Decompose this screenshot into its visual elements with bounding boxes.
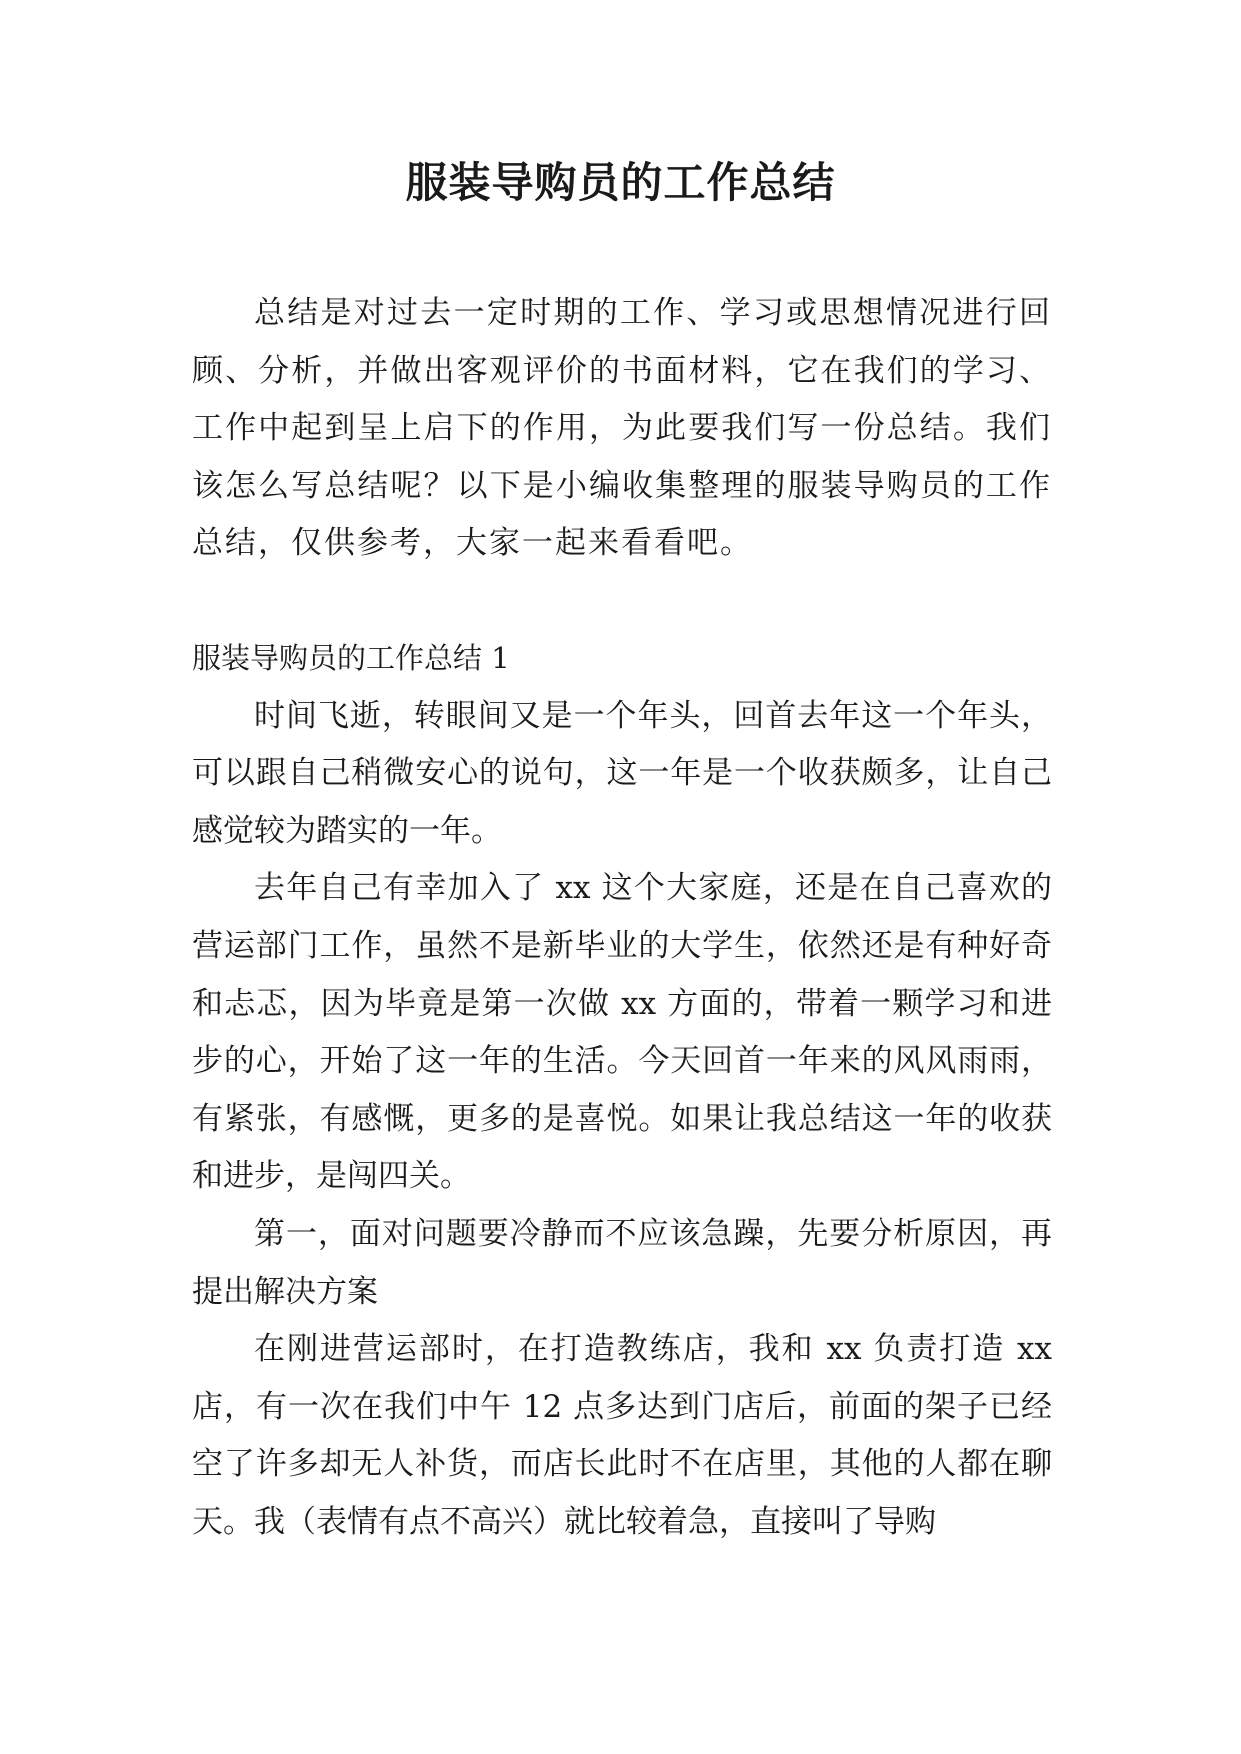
body-paragraph: 去年自己有幸加入了 xx 这个大家庭，还是在自己喜欢的营运部门工作，虽然不是新毕业的大学生，依然还是有种好奇和忐忑，因为毕竟是第一次做 xx 方面的，带着一颗学习和进步的心，开始了这一年的生活。今天回首一年来的风风雨雨，有紧张，有感慨，更多的是喜悦。如果让我总结这一年的收获和进步，是闯四关。 — [192, 870, 1052, 1195]
document-title: 服装导购员的工作总结 — [405, 158, 836, 207]
body-paragraph: 在刚进营运部时，在打造教练店，我和 xx 负责打造 xx 店，有一次在我们中午 12 点多达到门店后，前面的架子已经空了许多却无人补货，而店长此时不在店里，其他的人都在聊天。我（表情有点不高兴）就比较着急，直接叫了导购 — [192, 1331, 1052, 1540]
body-paragraph: 时间飞逝，转眼间又是一个年头，回首去年这一个年头，可以跟自己稍微安心的说句，这一年是一个收获颇多，让自己感觉较为踏实的一年。 — [192, 697, 1052, 849]
body-paragraph: 第一，面对问题要冷静而不应该急躁，先要分析原因，再提出解决方案 — [192, 1215, 1052, 1310]
intro-paragraph: 总结是对过去一定时期的工作、学习或思想情况进行回顾、分析，并做出客观评价的书面材料，它在我们的学习、工作中起到呈上启下的作用，为此要我们写一份总结。我们该怎么写总结呢？以下是小编收集整理的服装导购员的工作总结，仅供参考，大家一起来看看吧。 — [192, 295, 1052, 562]
section-heading: 服装导购员的工作总结 1 — [192, 640, 510, 675]
document-body — [192, 285, 1052, 1551]
